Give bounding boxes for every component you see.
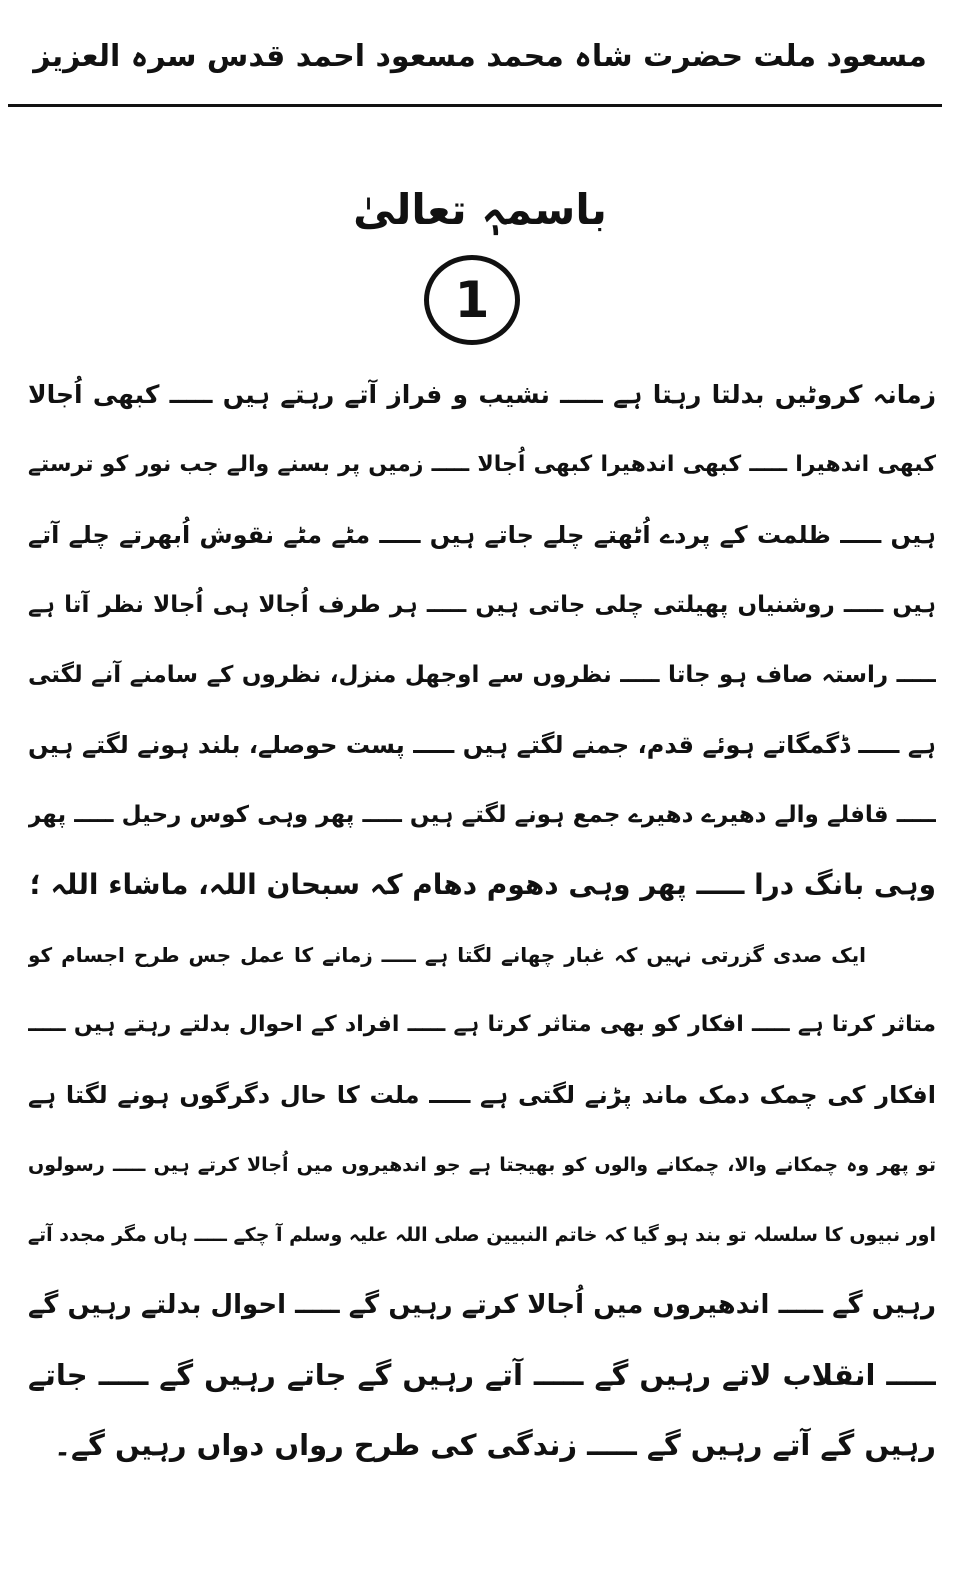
body-line: تو پھر وہ چمکانے والا، چمکانے والوں کو بھیجتا ہے جو اندھیروں میں اُجالا کرتے ہیں ـــــ رسولوں: [28, 1154, 936, 1176]
body-line: زمانہ کروٹیں بدلتا رہتا ہے ـــــ نشیب و فراز آتے رہتے ہیں ـــــ کبھی اُجالا: [28, 380, 936, 409]
body-line: متاثر کرتا ہے ـــــ افکار کو بھی متاثر کرتا ہے ـــــ افراد کے احوال بدلتے رہتے ہیں ـــــ: [28, 1012, 936, 1037]
header-divider: [8, 104, 942, 107]
body-line: ہے ـــــ ڈگمگاتے ہوئے قدم، جمنے لگتے ہیں ـــــ پست حوصلے، بلند ہونے لگتے ہیں: [28, 731, 936, 759]
body-text: [28, 360, 936, 1480]
invocation-heading: باسمہٖ تعالیٰ: [353, 185, 607, 234]
body-line: وہی بانگ درا ـــــ پھر وہی دھوم دھام کہ سبحان اللہ، ماشاء اللہ ؛: [29, 868, 936, 901]
body-line: اور نبیوں کا سلسلہ تو بند ہو گیا کہ خاتم النبیین صلی اللہ علیہ وسلم آ چکے ـــــ ہاں مگر مجدد آتے: [28, 1224, 936, 1246]
body-line: ـــــ قافلے والے دھیرے دھیرے جمع ہونے لگتے ہیں ـــــ پھر وہی کوس رحیل ـــــ پھر: [28, 802, 936, 828]
body-line: ہیں ـــــ روشنیاں پھیلتی چلی جاتی ہیں ـــــ ہر طرف اُجالا ہی اُجالا نظر آتا ہے: [28, 592, 936, 618]
body-line: ـــــ راستہ صاف ہو جاتا ـــــ نظروں سے اوجھل منزل، نظروں کے سامنے آنے لگتی: [28, 662, 936, 688]
header-title: مسعود ملت حضرت شاہ محمد مسعود احمد قدس سرہ العزیز: [33, 39, 927, 74]
body-line: رہیں گے آتے رہیں گے ـــــ زندگی کی طرح رواں دواں رہیں گے۔: [54, 1428, 936, 1462]
body-line: افکار کی چمک دمک ماند پڑنے لگتی ہے ـــــ ملت کا حال دگرگوں ہونے لگتا ہے: [28, 1081, 936, 1109]
body-line: ہیں ـــــ ظلمت کے پردے اُٹھتے چلے جاتے ہیں ـــــ مٹے مٹے نقوش اُبھرتے چلے آتے: [28, 521, 936, 549]
body-line: رہیں گے ـــــ اندھیروں میں اُجالا کرتے رہیں گے ـــــ احوال بدلتے رہیں گے: [28, 1290, 936, 1320]
body-line: ـــــ انقلاب لاتے رہیں گے ـــــ آتے رہیں گے جاتے رہیں گے ـــــ جاتے: [28, 1358, 936, 1392]
section-number-circle: 1: [424, 255, 520, 345]
body-line: کبھی اندھیرا ـــــ کبھی اندھیرا کبھی اُجالا ـــــ زمیں پر بسنے والے جب نور کو ترستے: [28, 452, 936, 477]
body-line: ایک صدی گزرتی نہیں کہ غبار چھانے لگتا ہے ـــــ زمانے کا عمل جس طرح اجسام کو: [28, 943, 866, 967]
